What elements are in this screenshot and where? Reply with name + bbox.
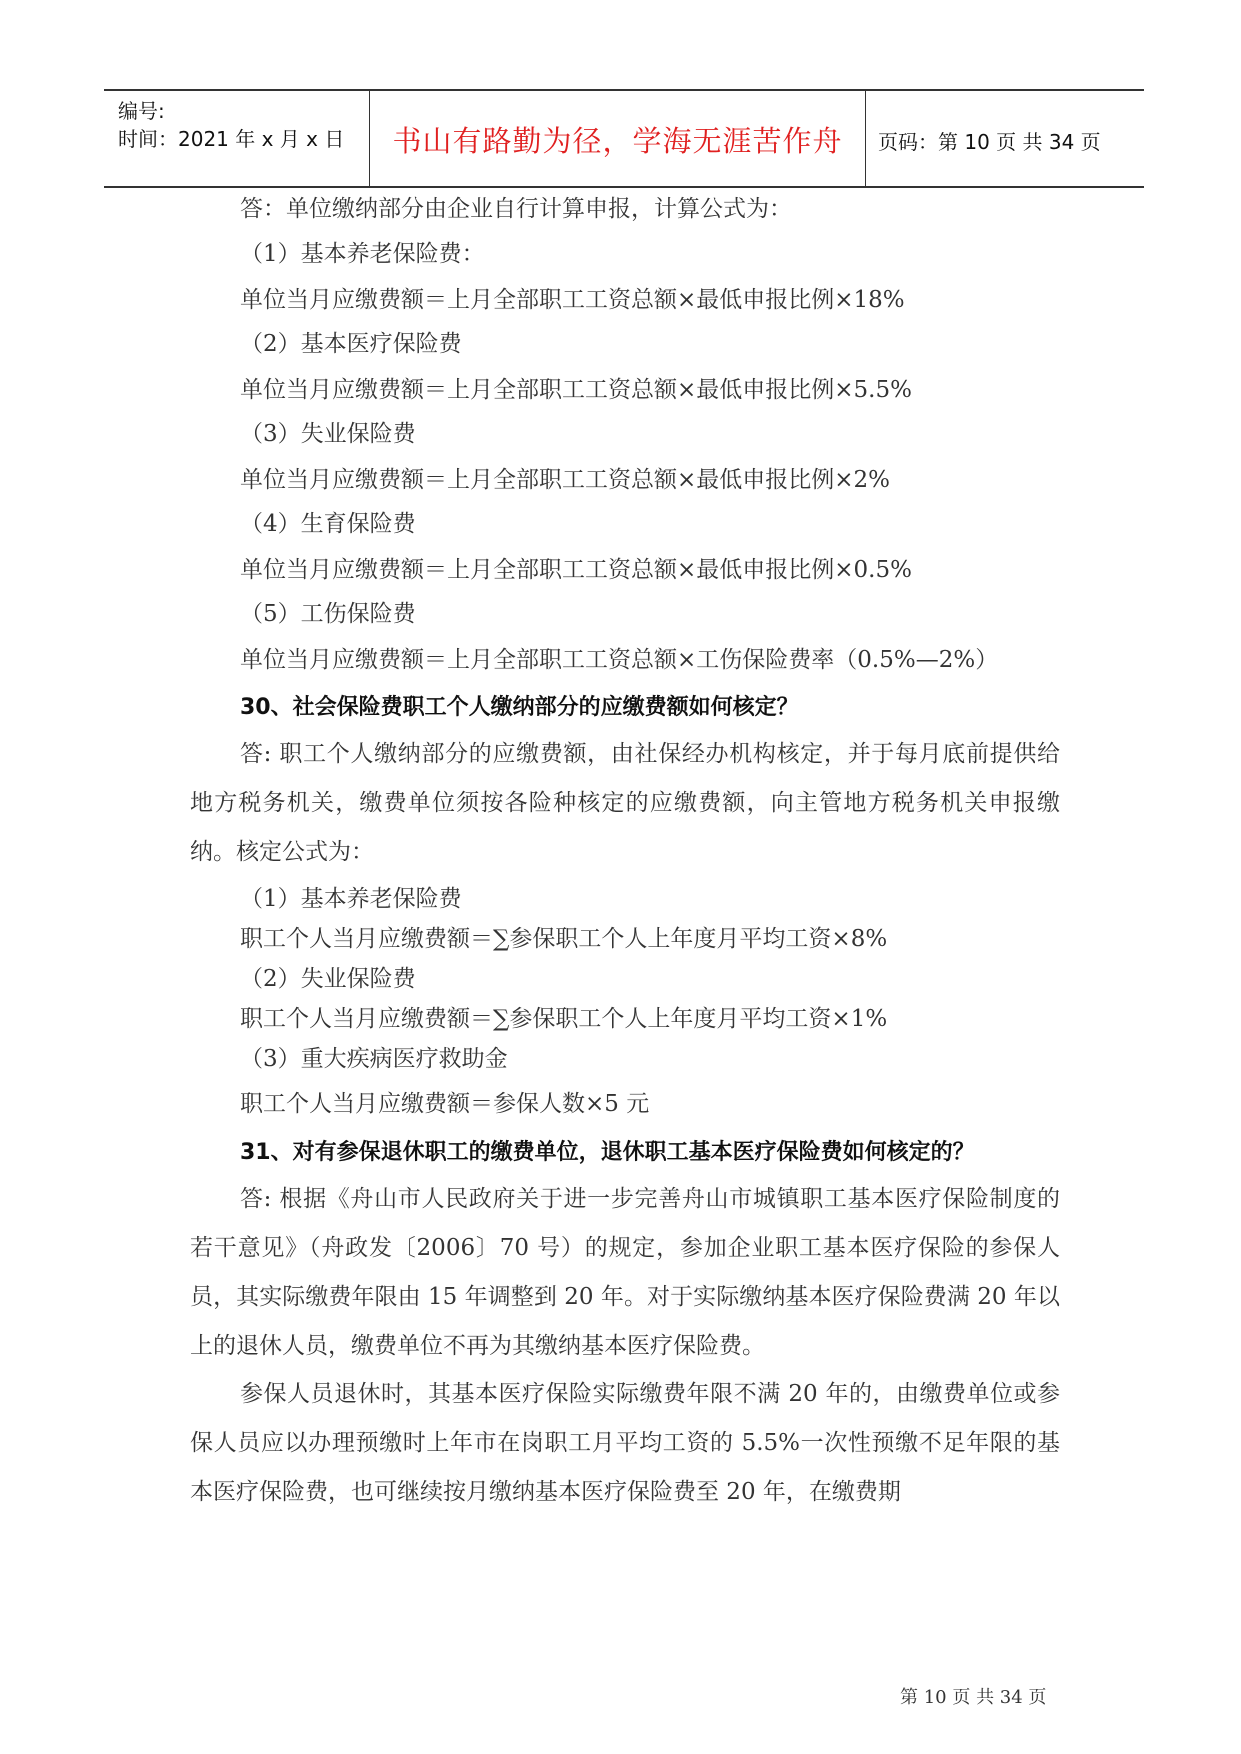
- answer-paragraph: 答: 根据《舟山市人民政府关于进一步完善舟山市城镇职工基本医疗保险制度的若干意见》（舟政发〔2006〕70 号）的规定，参加企业职工基本医疗保险的参保人员，其实际缴费年限由 15 年调整到 20 年。对于实际缴纳基本医疗保险费满 20 年以上的退休人员，缴费单位不再为其缴纳基本医疗保险费。: [190, 1186, 1060, 1359]
- question-heading: 31、对有参保退休职工的缴费单位，退休职工基本医疗保险费如何核定的？: [240, 1140, 975, 1165]
- question-heading: 30、社会保险费职工个人缴纳部分的应缴费额如何核定？: [240, 695, 799, 720]
- list-item: （5）工伤保险费: [240, 601, 416, 627]
- formula-line: 单位当月应缴费额＝上月全部职工工资总额×最低申报比例×2%: [240, 467, 891, 493]
- formula-line: 单位当月应缴费额＝上月全部职工工资总额×最低申报比例×0.5%: [240, 557, 912, 583]
- body-paragraph: 参保人员退休时，其基本医疗保险实际缴费年限不满 20 年的，由缴费单位或参保人员应以办理预缴时上年市在岗职工月平均工资的 5.5%一次性预缴不足年限的基本医疗保险费，也可继续按月缴纳基本医疗保险费至 20 年，在缴费期: [190, 1381, 1060, 1505]
- header-pagecode-cell: [866, 91, 1144, 186]
- formula-line: 单位当月应缴费额＝上月全部职工工资总额×工伤保险费率（0.5%—2%）: [240, 647, 999, 673]
- formula-line: 职工个人当月应缴费额＝参保人数×5 元: [240, 1091, 650, 1117]
- header-info-cell: [104, 91, 370, 186]
- page-header: [104, 89, 1144, 188]
- answer-paragraph: 答：单位缴纳部分由企业自行计算申报，计算公式为：: [240, 196, 792, 222]
- list-item: （3）失业保险费: [240, 421, 416, 447]
- formula-line: 职工个人当月应缴费额＝∑参保职工个人上年度月平均工资×1%: [240, 1006, 888, 1032]
- header-motto-cell: [370, 91, 866, 186]
- list-item: （2）基本医疗保险费: [240, 331, 462, 357]
- list-item: （1）基本养老保险费: [240, 886, 462, 912]
- formula-line: 职工个人当月应缴费额＝∑参保职工个人上年度月平均工资×8%: [240, 926, 888, 952]
- list-item: （4）生育保险费: [240, 511, 416, 537]
- list-item: （2）失业保险费: [240, 966, 416, 992]
- serial-number-label: 编号:: [118, 99, 165, 123]
- formula-line: 单位当月应缴费额＝上月全部职工工资总额×最低申报比例×5.5%: [240, 377, 912, 403]
- time-label: 时间：2021 年 x 月 x 日: [118, 127, 345, 151]
- list-item: （3）重大疾病医疗救助金: [240, 1046, 508, 1072]
- formula-line: 单位当月应缴费额＝上月全部职工工资总额×最低申报比例×18%: [240, 287, 905, 313]
- answer-paragraph: 答: 职工个人缴纳部分的应缴费额，由社保经办机构核定，并于每月底前提供给地方税务机关，缴费单位须按各险种核定的应缴费额，向主管地方税务机关申报缴纳。核定公式为：: [190, 741, 1060, 865]
- motto-text: 书山有路勤为径，学海无涯苦作舟: [392, 124, 843, 158]
- page-footer: 第 10 页 共 34 页: [900, 1687, 1047, 1708]
- list-item: （1）基本养老保险费：: [240, 241, 485, 267]
- page-code: 页码：第 10 页 共 34 页: [878, 130, 1101, 154]
